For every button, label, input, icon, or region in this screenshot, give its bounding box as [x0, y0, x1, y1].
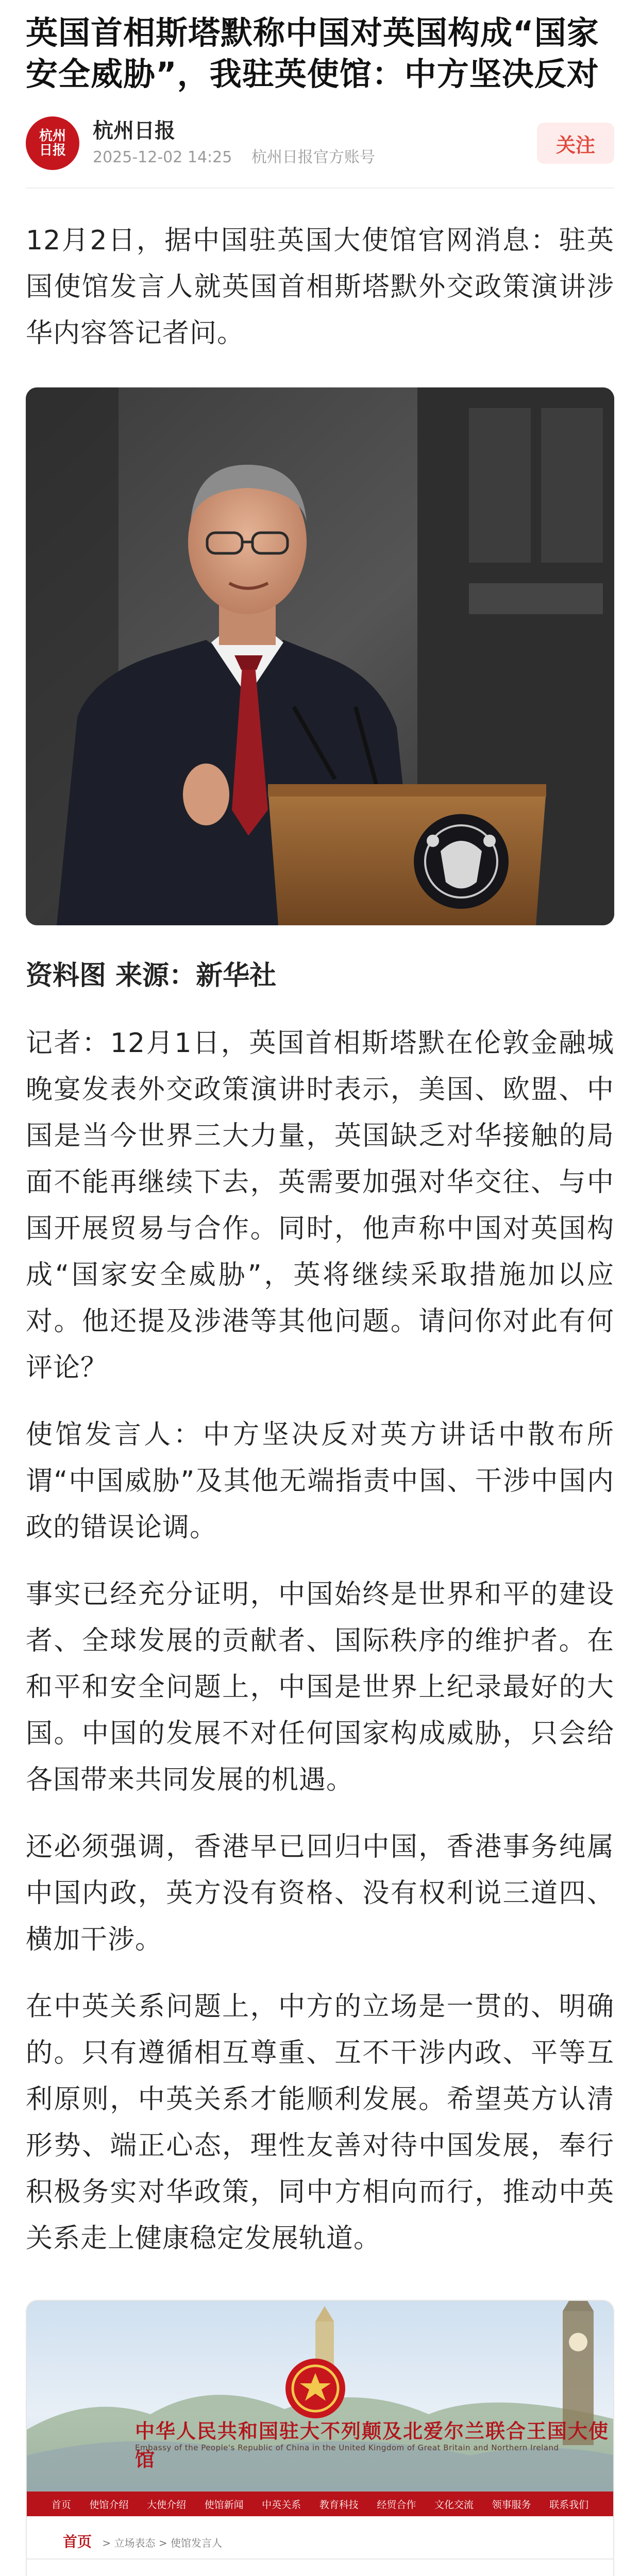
- embassy-nav-item[interactable]: 文化交流: [434, 2499, 474, 2511]
- embassy-nav-item[interactable]: 联系我们: [549, 2499, 589, 2511]
- answer-paragraph-facts: 事实已经充分证明，中国始终是世界和平的建设者、全球发展的贡献者、国际秩序的维护者。在和平和安全问题上，中国是世界上纪录最好的大国。中国的发展不对任何国家构成威胁，只会给各国带来共同发展的机遇。: [26, 1579, 614, 1795]
- embassy-nav-item[interactable]: 首页: [51, 2499, 71, 2511]
- answer-paragraph-hongkong: 还必须强调，香港早已回归中国，香港事务纯属中国内政，英方没有资格、没有权利说三道四、横加干涉。: [26, 1832, 614, 1955]
- avatar-text: 杭州日报: [39, 128, 66, 158]
- header-divider: [26, 188, 614, 189]
- embassy-nav-item[interactable]: 经贸合作: [377, 2499, 416, 2511]
- embassy-breadcrumb: [27, 2516, 613, 2560]
- account-label: 杭州日报官方账号: [251, 148, 375, 166]
- embassy-title-en: Embassy of the People's Republic of China in the United Kingdom of Great Britain and Northern Ireland: [135, 2443, 559, 2452]
- embassy-article-title: [27, 2560, 613, 2576]
- news-photo[interactable]: [26, 387, 614, 925]
- embassy-nav-item[interactable]: 使馆新闻: [204, 2499, 244, 2511]
- news-photo-image: [26, 387, 614, 925]
- author-meta: [93, 146, 537, 169]
- embassy-nav-item[interactable]: 大使介绍: [146, 2499, 186, 2511]
- embassy-nav-item[interactable]: 领事服务: [492, 2499, 531, 2511]
- embassy-nav-item[interactable]: 教育科技: [319, 2499, 359, 2511]
- follow-button[interactable]: 关注: [537, 123, 614, 164]
- publish-datetime: 2025-12-02 14:25: [93, 148, 232, 166]
- breadcrumb-path[interactable]: > 立场表态 > 使馆发言人: [102, 2537, 222, 2549]
- lead-paragraph: 12月2日，据中国驻英国大使馆官网消息：驻英国使馆发言人就英国首相斯塔默外交政策演讲涉华内容答记者问。: [26, 225, 614, 349]
- embassy-nav: [27, 2492, 613, 2516]
- embassy-nav-item[interactable]: 使馆介绍: [89, 2499, 129, 2511]
- breadcrumb-home[interactable]: 首页: [63, 2533, 92, 2550]
- spokesperson-answer: 使馆发言人：中方坚决反对英方讲话中散布所谓“中国威胁”及其他无端指责中国、干涉中国内政的错误论调。: [26, 1419, 614, 1543]
- embassy-title-cn: 中华人民共和国驻大不列颠及北爱尔兰联合王国大使馆: [135, 2419, 610, 2471]
- author-name[interactable]: 杭州日报: [93, 119, 175, 143]
- reporter-question: 记者：12月1日，英国首相斯塔默在伦敦金融城晚宴发表外交政策演讲时表示，美国、欧盟、中国是当今世界三大力量，英国缺乏对华接触的局面不能再继续下去，英需要加强对华交往、与中国开展贸易与合作。同时，他声称中国对英国构成“国家安全威胁”，英将继续采取措施加以应对。他还提及涉港等其他问题。请问你对此有何评论？: [26, 1028, 614, 1383]
- embassy-banner: [27, 2301, 613, 2492]
- article-title: 英国首相斯塔默称中国对英国构成“国家安全威胁”，我驻英使馆：中方坚决反对: [26, 14, 599, 93]
- author-info: [93, 117, 537, 169]
- answer-paragraph-relations: 在中英关系问题上，中方的立场是一贯的、明确的。只有遵循相互尊重、互不干涉内政、平等互利原则，中英关系才能顺利发展。希望英方认清形势、端正心态，理性友善对待中国发展，奉行积极务实对华政策，同中方相向而行，推动中英关系走上健康稳定发展轨道。: [26, 1991, 614, 2254]
- embassy-nav-item[interactable]: 中英关系: [262, 2499, 301, 2511]
- photo-caption: 资料图 来源：新华社: [26, 960, 277, 991]
- avatar[interactable]: [26, 116, 79, 170]
- author-bar: [0, 112, 640, 174]
- embassy-website-screenshot[interactable]: [26, 2300, 614, 2576]
